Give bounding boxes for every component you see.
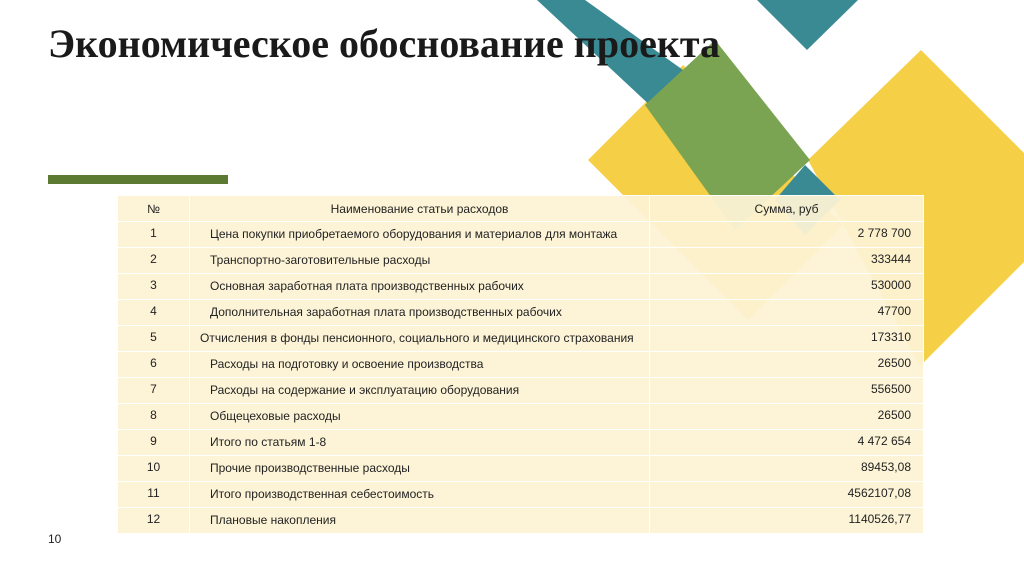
teal-band-right: [757, 0, 858, 50]
cost-table-container: [117, 195, 923, 534]
row-expense-name: Расходы на подготовку и освоение производства: [190, 352, 650, 378]
row-sum: 4 472 654: [650, 430, 924, 456]
row-number: 9: [118, 430, 190, 456]
row-expense-name: Расходы на содержание и эксплуатацию оборудования: [190, 378, 650, 404]
slide-title: Экономическое обоснование проекта: [48, 21, 721, 66]
table-row: [118, 430, 924, 456]
header-name: Наименование статьи расходов: [190, 196, 650, 222]
table-row: [118, 378, 924, 404]
row-sum: 530000: [650, 274, 924, 300]
row-expense-name: Дополнительная заработная плата производственных рабочих: [190, 300, 650, 326]
row-expense-name: Итого по статьям 1-8: [190, 430, 650, 456]
row-number: 3: [118, 274, 190, 300]
table-row: [118, 300, 924, 326]
table-row: [118, 456, 924, 482]
table-row: [118, 404, 924, 430]
row-expense-name: Отчисления в фонды пенсионного, социального и медицинского страхования: [190, 326, 650, 352]
table-row: [118, 482, 924, 508]
row-number: 11: [118, 482, 190, 508]
row-sum: 47700: [650, 300, 924, 326]
row-sum: 89453,08: [650, 456, 924, 482]
row-number: 4: [118, 300, 190, 326]
row-number: 6: [118, 352, 190, 378]
table-row: [118, 222, 924, 248]
row-number: 10: [118, 456, 190, 482]
row-sum: 26500: [650, 352, 924, 378]
header-number: №: [118, 196, 190, 222]
title-accent-bar: [48, 175, 228, 184]
row-sum: 26500: [650, 404, 924, 430]
row-expense-name: Итого производственная себестоимость: [190, 482, 650, 508]
cost-table: [117, 195, 924, 534]
row-number: 5: [118, 326, 190, 352]
page-number: 10: [48, 532, 62, 546]
header-sum: Сумма, руб: [650, 196, 924, 222]
row-sum: 2 778 700: [650, 222, 924, 248]
row-number: 8: [118, 404, 190, 430]
row-number: 2: [118, 248, 190, 274]
table-row: [118, 274, 924, 300]
row-number: 1: [118, 222, 190, 248]
row-expense-name: Основная заработная плата производственных рабочих: [190, 274, 650, 300]
table-row: [118, 326, 924, 352]
table-header-row: [118, 196, 924, 222]
row-sum: 333444: [650, 248, 924, 274]
table-row: [118, 248, 924, 274]
row-number: 12: [118, 508, 190, 534]
row-sum: 4562107,08: [650, 482, 924, 508]
row-sum: 1140526,77: [650, 508, 924, 534]
row-expense-name: Прочие производственные расходы: [190, 456, 650, 482]
row-expense-name: Плановые накопления: [190, 508, 650, 534]
row-number: 7: [118, 378, 190, 404]
table-row: [118, 352, 924, 378]
row-sum: 173310: [650, 326, 924, 352]
row-expense-name: Цена покупки приобретаемого оборудования и материалов для монтажа: [190, 222, 650, 248]
row-expense-name: Транспортно-заготовительные расходы: [190, 248, 650, 274]
table-row: [118, 508, 924, 534]
row-sum: 556500: [650, 378, 924, 404]
row-expense-name: Общецеховые расходы: [190, 404, 650, 430]
